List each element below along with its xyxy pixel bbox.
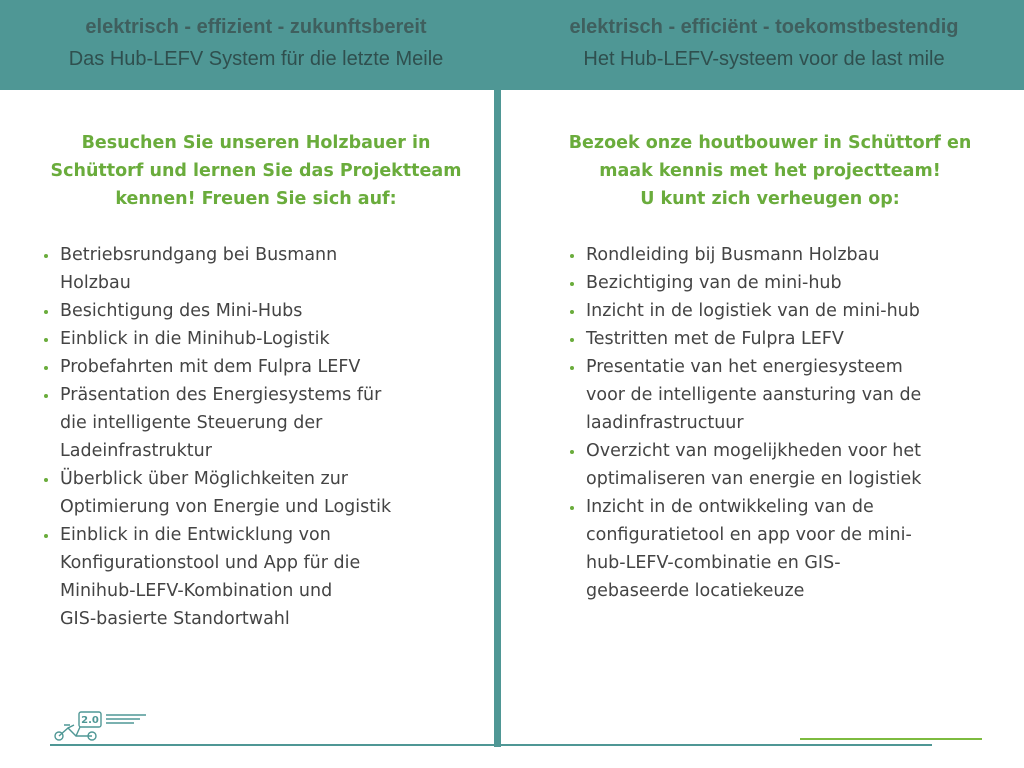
list-item-text: Präsentation des Energiesystems für — [60, 385, 382, 405]
bullet-icon — [570, 366, 574, 370]
bullet-icon — [44, 338, 48, 342]
list-item-text: gebaseerde locatiekeuze — [586, 581, 805, 601]
header-title-dutch: elektrisch - efficiënt - toekomstbestendig — [569, 16, 959, 38]
list-item — [44, 521, 474, 633]
list-item-text: Probefahrten mit dem Fulpra LEFV — [60, 357, 361, 377]
list-item-text: Holzbau — [60, 273, 131, 293]
list-item — [570, 437, 1010, 493]
cargo-bike-logo-icon — [50, 708, 150, 742]
intro-line: Besuchen Sie unseren Holzbauer in — [81, 133, 431, 153]
logo-version-label: 2.0 — [81, 715, 99, 726]
list-item-text: Rondleiding bij Busmann Holzbau — [586, 245, 880, 265]
feature-list-german — [44, 241, 474, 633]
list-item-text: Einblick in die Entwicklung von — [60, 525, 331, 545]
list-item-text: Überblick über Möglichkeiten zur — [60, 469, 348, 489]
list-item — [44, 381, 474, 465]
header-subtitle-german: Das Hub-LEFV System für die letzte Meile — [68, 48, 444, 70]
list-item-text: Betriebsrundgang bei Busmann — [60, 245, 338, 265]
list-item-text: Overzicht van mogelijkheden voor het — [586, 441, 921, 461]
list-item — [570, 269, 1010, 297]
intro-line: maak kennis met het projectteam! — [599, 161, 941, 181]
feature-list-dutch — [570, 241, 1010, 605]
list-item-text: voor de intelligente aansturing van de — [586, 385, 922, 405]
list-item — [570, 241, 1010, 269]
bullet-icon — [570, 450, 574, 454]
header-title-german: elektrisch - effizient - zukunftsbereit — [85, 16, 427, 38]
list-item-text: Bezichtiging van de mini-hub — [586, 273, 842, 293]
list-item-text: configuratietool en app voor de mini- — [586, 525, 912, 545]
list-item-text: Ladeinfrastruktur — [60, 441, 212, 461]
list-item — [44, 325, 474, 353]
bullet-icon — [44, 310, 48, 314]
intro-line: kennen! Freuen Sie sich auf: — [115, 189, 397, 209]
list-item — [44, 297, 474, 325]
list-item-text: die intelligente Steuerung der — [60, 413, 323, 433]
bullet-icon — [44, 478, 48, 482]
list-item — [570, 493, 1010, 605]
list-item-text: Testritten met de Fulpra LEFV — [586, 329, 844, 349]
list-item-text: GIS-basierte Standortwahl — [60, 609, 290, 629]
bullet-icon — [570, 506, 574, 510]
list-item-text: laadinfrastructuur — [586, 413, 744, 433]
bullet-icon — [570, 310, 574, 314]
list-item-text: Optimierung von Energie und Logistik — [60, 497, 392, 517]
list-item-text: Besichtigung des Mini-Hubs — [60, 301, 303, 321]
list-item — [570, 325, 1010, 353]
list-item — [44, 241, 474, 297]
bullet-icon — [570, 282, 574, 286]
intro-dutch — [526, 129, 1014, 213]
list-item-text: optimaliseren van energie en logistiek — [586, 469, 922, 489]
bullet-icon — [44, 394, 48, 398]
intro-line: U kunt zich verheugen op: — [640, 189, 900, 209]
bullet-icon — [44, 254, 48, 258]
list-item — [44, 465, 474, 521]
list-item-text: Einblick in die Minihub-Logistik — [60, 329, 330, 349]
column-divider — [494, 90, 501, 747]
list-item — [44, 353, 474, 381]
header-banner — [0, 0, 1024, 90]
bullet-icon — [44, 366, 48, 370]
list-item-text: Presentatie van het energiesysteem — [586, 357, 903, 377]
bullet-icon — [570, 338, 574, 342]
footer-accent-rule — [800, 738, 982, 740]
list-item-text: Inzicht in de logistiek van de mini-hub — [586, 301, 920, 321]
intro-line: Bezoek onze houtbouwer in Schüttorf en — [568, 133, 972, 153]
bullet-icon — [570, 254, 574, 258]
list-item-text: Minihub-LEFV-Kombination und — [60, 581, 333, 601]
intro-line: Schüttorf und lernen Sie das Projektteam — [50, 161, 462, 181]
list-item — [570, 297, 1010, 325]
list-item-text: Inzicht in de ontwikkeling van de — [586, 497, 874, 517]
intro-german — [18, 129, 494, 213]
list-item-text: hub-LEFV-combinatie en GIS- — [586, 553, 841, 573]
list-item-text: Konfigurationstool und App für die — [60, 553, 361, 573]
bullet-icon — [44, 534, 48, 538]
header-subtitle-dutch: Het Hub-LEFV-systeem voor de last mile — [583, 48, 945, 70]
footer-rule — [50, 744, 932, 746]
list-item — [570, 353, 1010, 437]
